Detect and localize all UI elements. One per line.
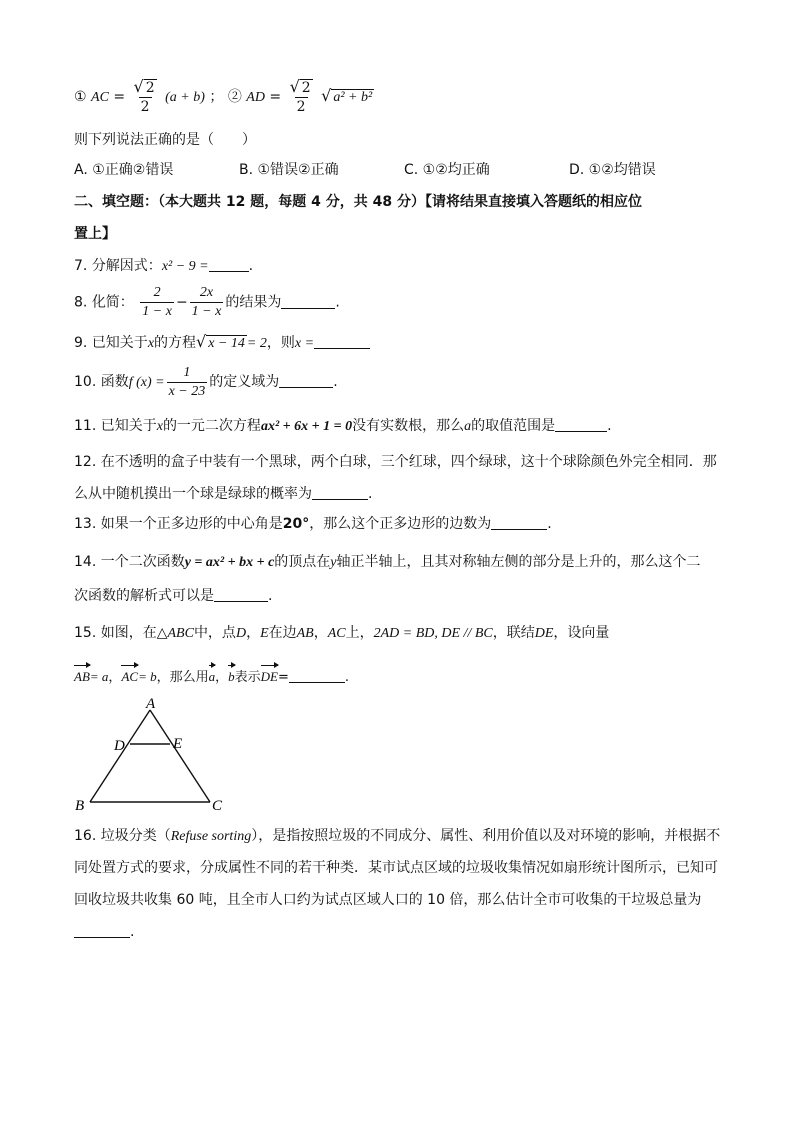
radical-icon: √	[289, 77, 300, 96]
denominator: 2	[296, 99, 306, 115]
answer-blank[interactable]	[555, 417, 607, 432]
label-c: C	[212, 798, 223, 814]
radical-icon: √	[321, 86, 332, 105]
denominator: 2	[140, 99, 150, 115]
question-16-line2: 同处置方式的要求，分成属性不同的若干种类．某市试点区域的垃圾收集情况如扇形统计图所示，已知可	[74, 860, 718, 876]
option-c[interactable]: C. ①②均正确	[404, 162, 490, 178]
question-16: 16. 垃圾分类（Refuse sorting），是指按照垃圾的不同成分、属性、利用价值以及对环境的影响，并根据不	[74, 828, 721, 844]
option-a[interactable]: A. ①正确②错误	[74, 162, 174, 178]
fraction: $\frac{1}{x - 23}$	[168, 364, 206, 399]
answer-blank[interactable]	[281, 294, 335, 309]
question-8: 8. 化简： $\frac{2}{1 - x}$ − $\frac{2x}{1 - x}$ 的结果为 .	[74, 285, 340, 319]
radical-icon: √	[196, 332, 207, 351]
radicand: 2	[301, 80, 311, 96]
item2-rhs: a² + b²	[333, 90, 373, 105]
item2-marker: ②	[227, 89, 242, 105]
answer-blank[interactable]	[289, 668, 345, 683]
options-row	[74, 160, 734, 180]
vector-de: DE	[261, 664, 278, 687]
radicand: 2	[145, 80, 155, 96]
vector-b: b	[228, 664, 235, 687]
question-14: 14. 一个二次函数y = ax² + bx + c的顶点在y轴正半轴上，且其对称轴左侧的部分是上升的，那么这个二	[74, 554, 701, 570]
answer-blank[interactable]	[314, 334, 370, 349]
question-10: 10. 函数f (x) = $\frac{1}{x - 23}$ 的定义域为 .	[74, 364, 338, 399]
side-ac	[150, 710, 210, 802]
sqrt2-over-2-a	[132, 78, 159, 116]
label-e: E	[173, 736, 183, 752]
triangle-figure	[70, 696, 240, 820]
answer-blank[interactable]	[279, 373, 333, 388]
question-14-cont: 次函数的解析式可以是 .	[74, 588, 273, 604]
side-ab	[90, 710, 150, 802]
question-7: 7. 分解因式：x² − 9 = .	[74, 258, 254, 274]
sqrt2-over-2-b	[288, 78, 315, 116]
fraction: $\frac{2x}{1 - x}$	[191, 285, 222, 319]
answer-blank[interactable]	[491, 515, 547, 530]
radical-icon: √	[133, 77, 144, 96]
fraction: $\frac{2}{1 - x}$	[142, 285, 172, 319]
question-16-line4: .	[74, 922, 134, 942]
question-9: 9. 已知关于x的方程√ x − 14 = 2，则x =	[74, 332, 370, 354]
section-title: 二、填空题：（本大题共 12 题，每题 4 分，共 48 分）【请将结果直接填入答题纸的相应位	[74, 194, 642, 210]
question-15: 15. 如图，在△ABC中，点D，E在边AB，AC上，2AD = BD, DE // BC，联结DE，设向量	[74, 625, 610, 641]
label-d: D	[114, 738, 125, 754]
equals-sign: =	[113, 89, 126, 105]
vector-ab: AB	[74, 664, 90, 687]
answer-blank[interactable]	[312, 485, 368, 500]
question-13: 13. 如果一个正多边形的中心角是20°，那么这个正多边形的边数为 .	[74, 516, 552, 532]
label-a: A	[146, 696, 156, 712]
option-b[interactable]: B. ①错误②正确	[239, 162, 339, 178]
answer-blank[interactable]	[74, 923, 130, 938]
section-title-cont: 置上】	[74, 226, 116, 242]
option-d[interactable]: D. ①②均错误	[569, 162, 656, 178]
separator: ；	[209, 89, 224, 105]
question-15-cont: AB= a，AC= b，那么用a，b表示DE= .	[74, 664, 349, 688]
question-11: 11. 已知关于x的一元二次方程ax² + 6x + 1 = 0没有实数根，那么a的取值范围是 .	[74, 418, 612, 434]
question-16-line3: 回收垃圾共收集 60 吨，且全市人口约为试点区域人口的 10 倍，那么估计全市可收集的干垃圾总量为	[74, 892, 702, 908]
formula-line	[74, 78, 374, 116]
item1-marker: ①	[74, 89, 87, 105]
vector-ac: AC	[121, 664, 138, 687]
vector-a: a	[209, 664, 216, 687]
question-12: 12. 在不透明的盒子中装有一个黑球，两个白球，三个红球，四个绿球，这十个球除颜色外完全相同．那	[74, 454, 717, 470]
answer-blank[interactable]	[209, 257, 249, 272]
item1-lhs: AC	[91, 90, 109, 105]
equals-sign: =	[269, 89, 282, 105]
item2-lhs: AD	[246, 90, 265, 105]
question-12-cont: 么从中随机摸出一个球是绿球的概率为 .	[74, 486, 373, 502]
answer-blank[interactable]	[214, 587, 268, 602]
item1-rhs: (a + b)	[165, 90, 205, 105]
label-b: B	[75, 798, 85, 814]
question-prompt: 则下列说法正确的是（ ）	[74, 132, 256, 148]
